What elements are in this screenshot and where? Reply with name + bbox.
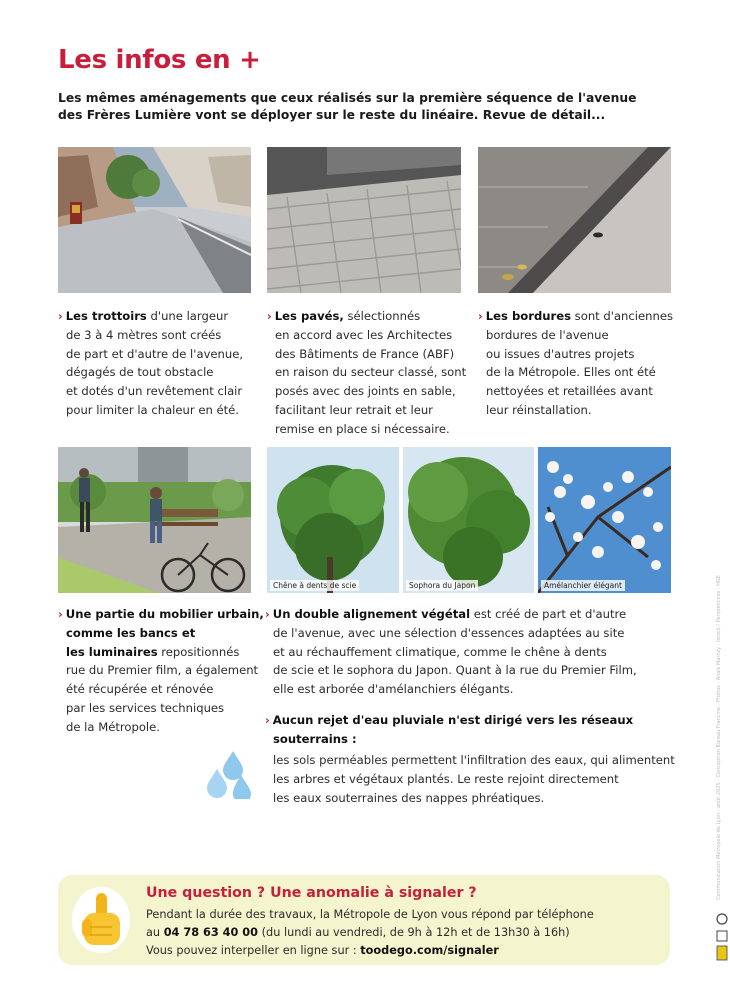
eaux-text: les sols perméables permettent l'infiltration des eaux, qui alimentent les arbres et végétaux plantés. Le reste rejoint directement les eaux souterraines des nappes phréatiques. [273, 753, 675, 805]
eco-logos [714, 913, 730, 963]
photo-sidewalk [58, 147, 251, 293]
bordures-text: › Les bordures sont d'anciennes bordures de l'avenue ou issues d'autres projets de la Métropole. Elles ont été nettoyées et retaillées avant leur réinstallation. [478, 309, 673, 417]
eaux-title: › Aucun rejet d'eau pluviale n'est dirigé vers les réseaux souterrains : [265, 713, 634, 746]
contact-text: Pendant la durée des travaux, la Métropole de Lyon vous répond par téléphone au 04 78 63 40 00 (du lundi au vendredi, de 9h à 12h et de 13h30 à 16h) Vous pouvez interpeller en ligne sur : toodego.com/signaler [146, 908, 594, 957]
water-drops-icon [205, 749, 253, 799]
arrow-icon: › [58, 309, 63, 323]
photo-chene [267, 447, 399, 593]
bordures-lead: Les bordures [485, 309, 571, 323]
caption-sophora: Sophora du Japon [406, 580, 478, 591]
arrow-icon: › [265, 713, 270, 727]
caption-chene: Chêne à dents de scie [270, 580, 359, 591]
vegetal-text: › Un double alignement végétal est créé de part et d'autre de l'avenue, avec une sélection d'essences adaptées au site et au réchauffement climatique, comme le chêne à dents de scie et le sophora du Japon. Quant à la rue du Premier Film, elle est arborée d'amélanchiers élégants. [265, 607, 637, 697]
vegetal-lead: Un double alignement végétal [272, 607, 471, 621]
credits-vertical: Communication Métropole de Lyon - août 2025 - Conception Bureau Francine - Photos : Anaïs Marcey - Istock / Perspectives : HGE [716, 575, 722, 900]
arrow-icon: › [58, 607, 63, 621]
paves-lead: Les pavés, [274, 309, 344, 323]
trottoirs-lead: Les trottoirs [65, 309, 147, 323]
photo-sophora [403, 447, 534, 593]
caption-amelanchier: Amélanchier élégant [541, 580, 625, 591]
arrow-icon: › [267, 309, 272, 323]
intro-text [58, 90, 658, 124]
paves-text: › Les pavés, sélectionnés en accord avec les Architectes des Bâtiments de France (ABF) en raison du secteur classé, sont posés avec des joints en sable, facilitant leur retrait et leur remise en place si nécessaire. [267, 309, 467, 436]
trottoirs-text: › Les trottoirs d'une largeur de 3 à 4 mètres sont créés de part et d'autre de l'avenue, dégagés de tout obstacle et dotés d'un revêtement clair pour limiter la chaleur en été. [58, 309, 244, 417]
mobilier-text: › Une partie du mobilier urbain, comme les bancs et les luminaires repositionnés rue du Premier film, a également été récupérée et rénovée par les services techniques de la Métropole. [58, 607, 264, 734]
photo-street-furniture [58, 447, 251, 593]
report-link[interactable]: toodego.com/signaler [360, 944, 499, 957]
arrow-icon: › [265, 607, 270, 621]
pointing-hand-icon [72, 887, 130, 953]
phone-number[interactable]: 04 78 63 40 00 [163, 926, 259, 939]
page-title: Les infos en + [58, 45, 261, 75]
intro-line: Les mêmes aménagements que ceux réalisés sur la première séquence de l'avenue [58, 91, 637, 105]
photo-curbs [478, 147, 671, 293]
arrow-icon: › [478, 309, 483, 323]
contact-title: Une question ? Une anomalie à signaler ? [146, 885, 477, 901]
photo-amelanchier [538, 447, 671, 593]
contact-banner [58, 875, 670, 965]
photo-pavers [267, 147, 461, 293]
intro-line: des Frères Lumière vont se déployer sur le reste du linéaire. Revue de détail... [58, 108, 606, 122]
